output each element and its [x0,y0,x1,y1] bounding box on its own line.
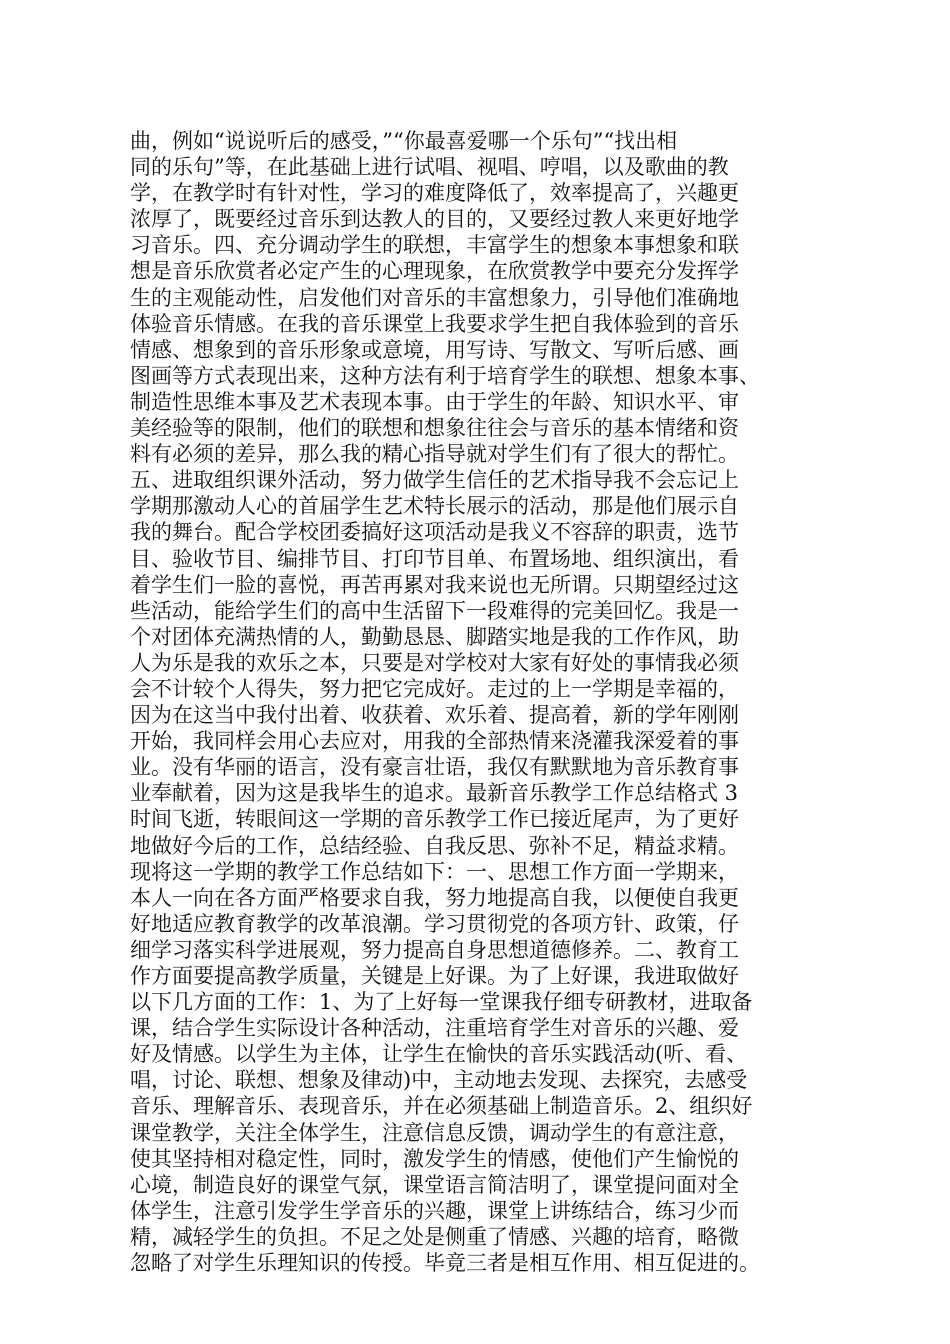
text-line: 课堂教学，关注全体学生，注意信息反馈，调动学生的有意注意， [130,1120,739,1145]
text-line: 因为在这当中我付出着、收获着、欢乐着、提高着，新的学年刚刚 [130,703,739,728]
body-text [130,128,830,1276]
text-line: 音乐、理解音乐、表现音乐，并在必须基础上制造音乐。2、组织好 [130,1094,753,1119]
text-line: 曲，例如“说说听后的感受，”“你最喜爱哪一个乐句”“找出相 [130,129,678,153]
text-line: 想是音乐欣赏者必定产生的心理现象，在欣赏教学中要充分发挥学 [130,259,739,284]
text-line: 学，在教学时有针对性，学习的难度降低了，效率提高了，兴趣更 [130,181,739,206]
text-line: 着学生们一脸的喜悦，再苦再累对我来说也无所谓。只期望经过这 [130,572,739,597]
text-line: 开始，我同样会用心去应对，用我的全部热情来浇灌我深爱着的事 [130,729,739,754]
text-line: 作方面要提高教学质量，关键是上好课。为了上好课，我进取做好 [130,964,739,988]
text-line: 业奉献着，因为这是我毕生的追求。最新音乐教学工作总结格式 3 [130,781,739,806]
text-line: 我的舞台。配合学校团委搞好这项活动是我义不容辞的职责，选节 [130,520,739,545]
text-line: 浓厚了，既要经过音乐到达教人的目的，又要经过教人来更好地学 [130,207,739,232]
text-line: 时间飞逝，转眼间这一学期的音乐教学工作已接近尾声，为了更好 [130,807,739,832]
text-line: 业。没有华丽的语言，没有豪言壮语，我仅有默默地为音乐教育事 [130,755,739,780]
text-line: 些活动，能给学生们的高中生活留下一段难得的完美回忆。我是一 [130,598,739,623]
text-line: 细学习落实科学进展观，努力提高自身思想道德修养。二、教育工 [130,937,739,962]
text-line: 料有必须的差异，那么我的精心指导就对学生们有了很大的帮忙。 [130,442,739,467]
text-line: 五、进取组织课外活动，努力做学生信任的艺术指导我不会忘记上 [130,468,739,493]
text-line: 学期那激动人心的首届学生艺术特长展示的活动，那是他们展示自 [130,494,739,519]
text-line: 忽略了对学生乐理知识的传授。毕竟三者是相互作用、相互促进的。 [130,1251,760,1276]
text-line: 体验音乐情感。在我的音乐课堂上我要求学生把自我体验到的音乐 [130,311,739,336]
text-line: 个对团体充满热情的人，勤勤恳恳、脚踏实地是我的工作作风，助 [130,624,739,649]
text-line: 好及情感。以学生为主体，让学生在愉快的音乐实践活动(听、看、 [130,1042,748,1067]
text-line: 制造性思维本事及艺术表现本事。由于学生的年龄、知识水平、审 [130,389,739,414]
text-line: 地做好今后的工作，总结经验、自我反思、弥补不足，精益求精。 [130,833,739,858]
text-line: 精，减轻学生的负担。不足之处是侧重了情感、兴趣的培育，略微 [130,1224,739,1249]
text-line: 会不计较个人得失，努力把它完成好。走过的上一学期是幸福的， [130,676,739,701]
text-line: 体学生，注意引发学生学音乐的兴趣，课堂上讲练结合，练习少而 [130,1198,739,1223]
text-line: 同的乐句”等，在此基础上进行试唱、视唱、哼唱，以及歌曲的教 [130,155,729,180]
text-line: 以下几方面的工作：1、为了上好每一堂课我仔细专研教材，进取备 [130,990,753,1015]
text-line: 目、验收节目、编排节目、打印节目单、布置场地、组织演出，看 [130,546,739,571]
text-line: 习音乐。四、充分调动学生的联想，丰富学生的想象本事想象和联 [130,233,739,258]
text-line: 生的主观能动性，启发他们对音乐的丰富想象力，引导他们准确地 [130,285,739,310]
text-line: 好地适应教育教学的改革浪潮。学习贯彻党的各项方针、政策，仔 [130,911,739,936]
text-line: 情感、想象到的音乐形象或意境，用写诗、写散文、写听后感、画 [130,337,739,362]
text-line: 图画等方式表现出来，这种方法有利于培育学生的联想、想象本事、 [130,363,760,388]
text-line: 心境，制造良好的课堂气氛，课堂语言简洁明了，课堂提问面对全 [130,1172,739,1197]
text-line: 美经验等的限制，他们的联想和想象往往会与音乐的基本情绪和资 [130,416,739,441]
text-line: 使其坚持相对稳定性，同时，激发学生的情感，使他们产生愉悦的 [130,1146,739,1171]
text-line: 人为乐是我的欢乐之本，只要是对学校对大家有好处的事情我必须 [130,650,739,675]
text-line: 现将这一学期的教学工作总结如下：一、思想工作方面一学期来， [130,859,739,884]
text-line: 本人一向在各方面严格要求自我，努力地提高自我，以便使自我更 [130,885,739,910]
text-line: 唱，讨论、联想、想象及律动)中，主动地去发现、去探究，去感受 [130,1068,748,1093]
text-line: 课，结合学生实际设计各种活动，注重培育学生对音乐的兴趣、爱 [130,1016,739,1041]
